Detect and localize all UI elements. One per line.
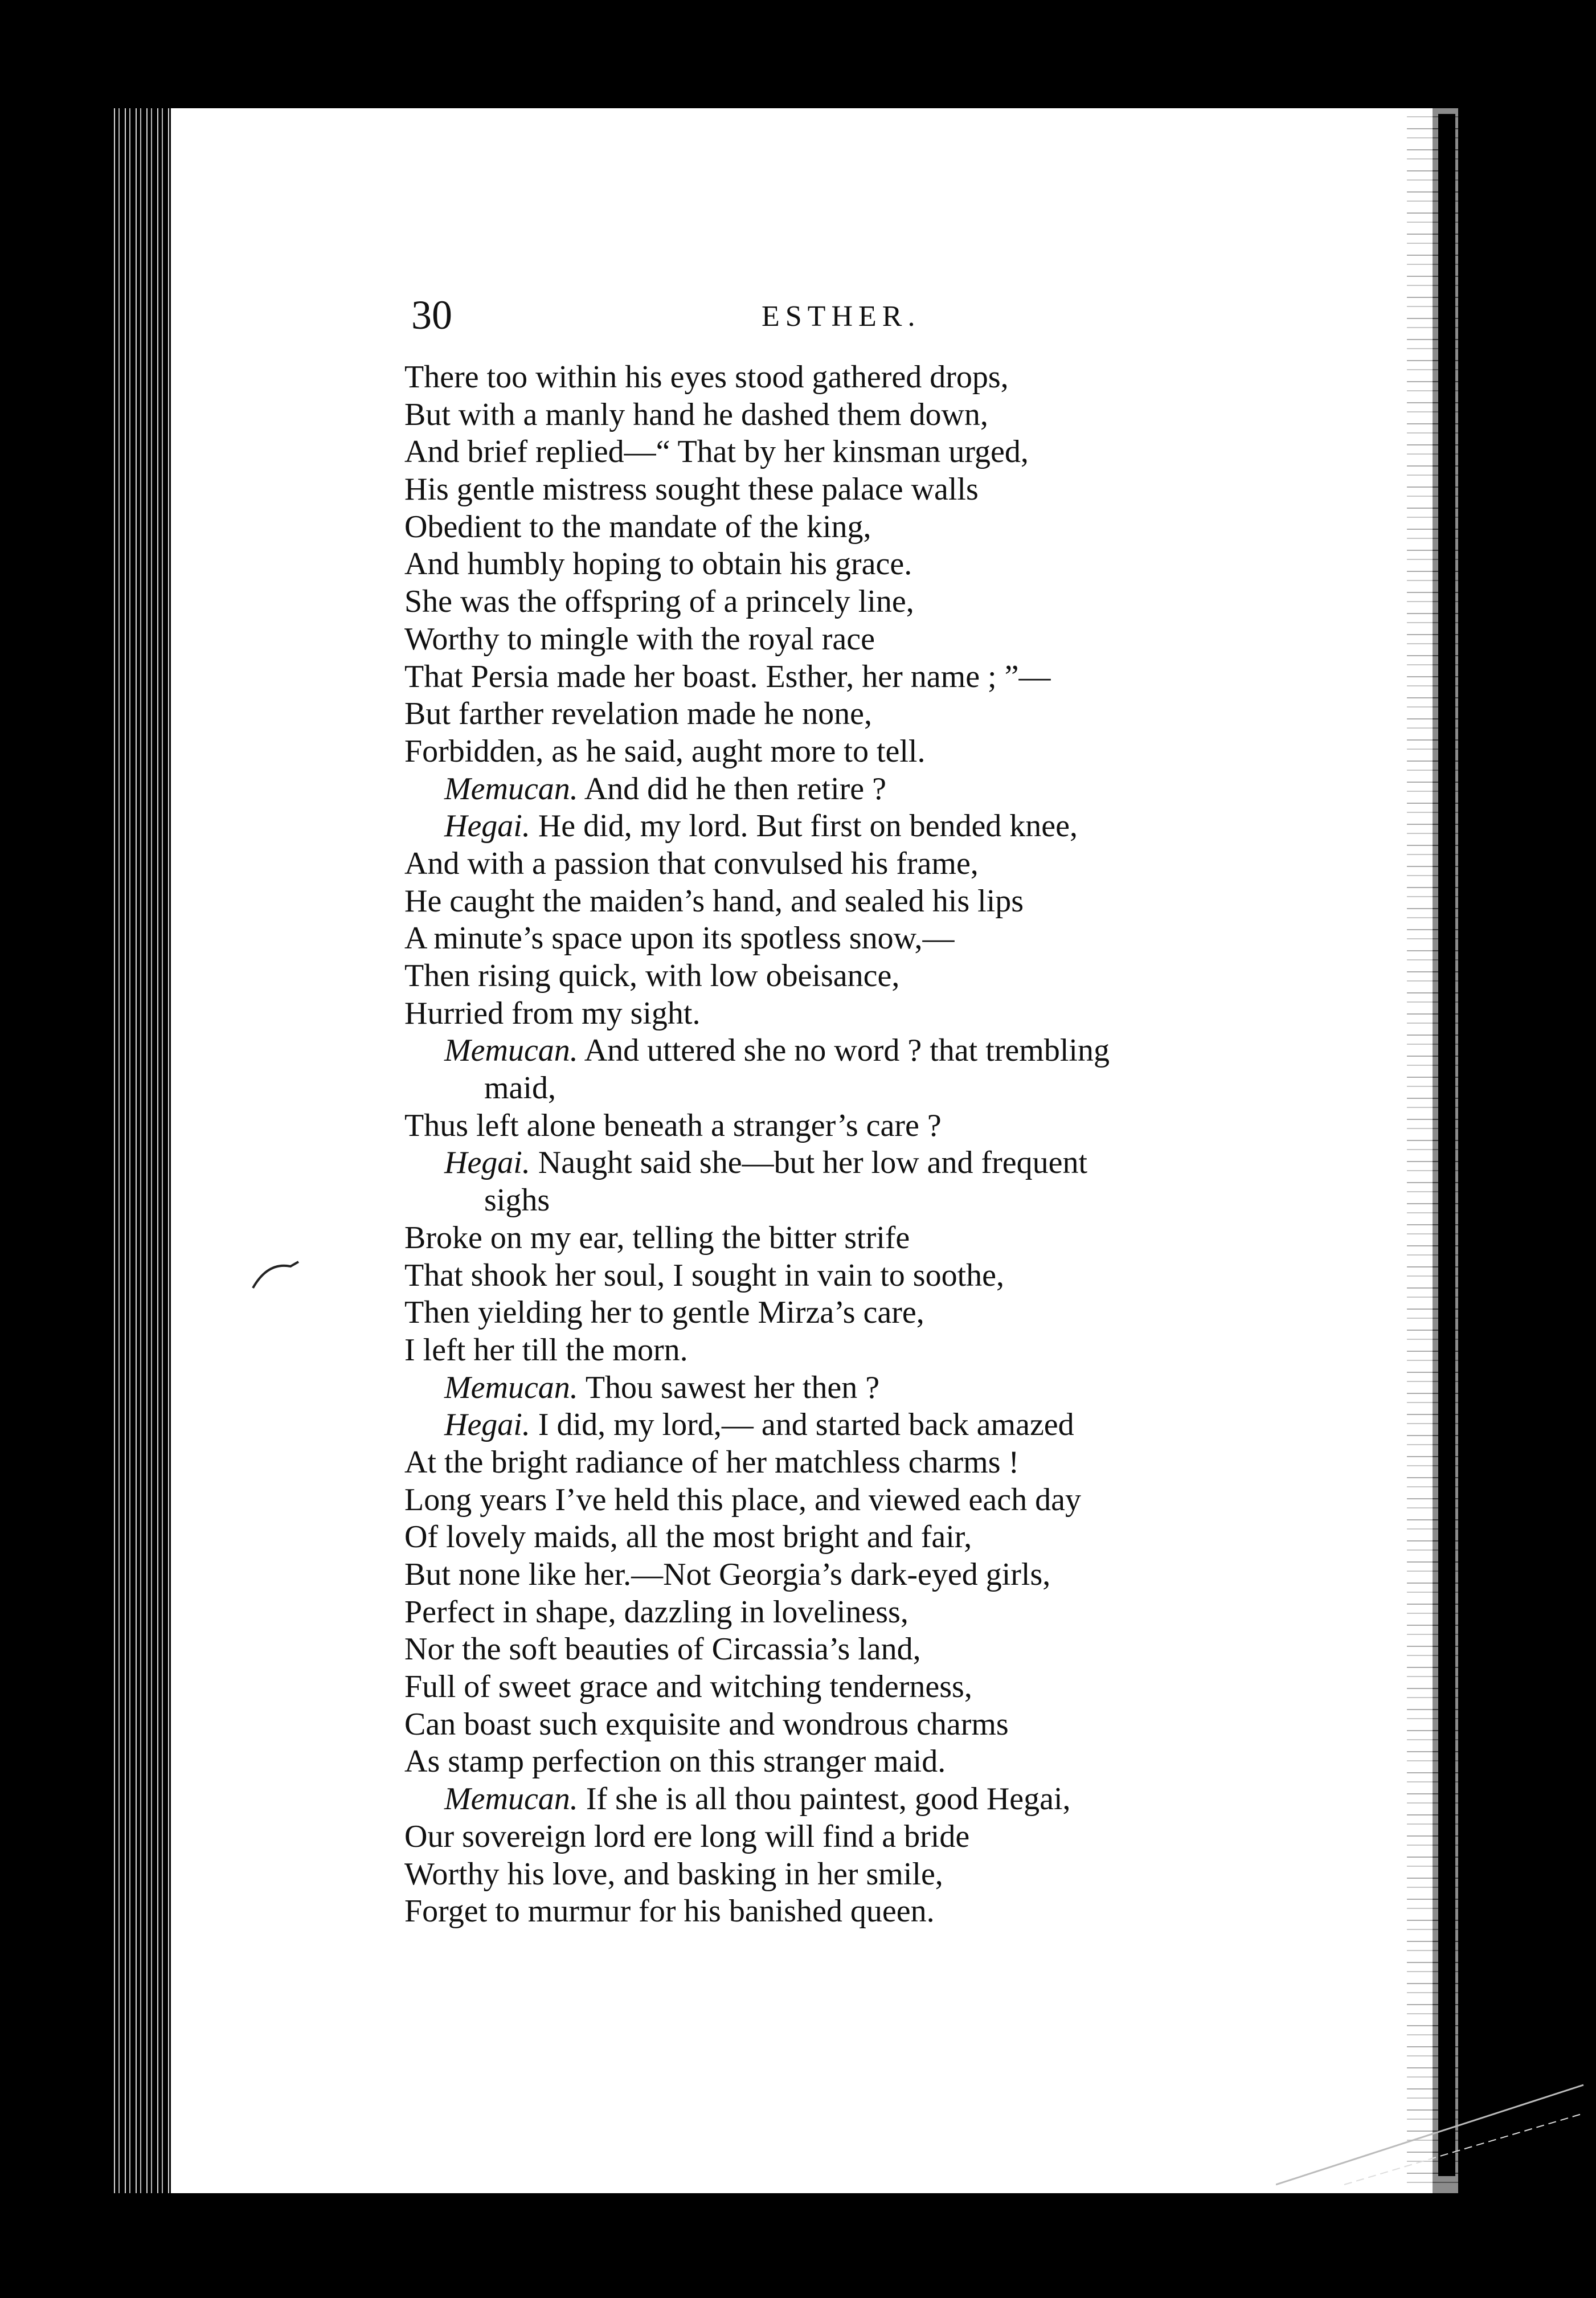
speech-text: And did he then retire ? [584,771,886,807]
text-line [404,1070,1373,1107]
text-line [404,696,1373,733]
page-corner-fold-mark [1276,2062,1595,2187]
text-line [404,1818,1373,1856]
line-text: That shook her soul, I sought in vain to soothe, [404,1257,1005,1293]
text-line [404,1182,1373,1220]
text-line [404,1669,1373,1706]
text-line [404,845,1373,883]
line-text: A minute’s space upon its spotless snow,— [404,921,955,956]
text-line [404,995,1373,1033]
text-line [404,359,1373,396]
text-line [404,733,1373,771]
book-edge-left [111,108,174,2193]
text-line [404,1220,1373,1257]
poem-text [404,359,1373,1931]
text-line [404,1594,1373,1632]
running-head [411,289,1237,341]
line-text: Then yielding her to gentle Mirza’s care, [404,1295,924,1331]
book-spine-right [1438,114,1455,2176]
line-text: Of lovely maids, all the most bright and fair, [404,1519,972,1555]
line-text: Forget to murmur for his banished queen. [404,1894,935,1929]
text-line [404,509,1373,546]
line-text: Worthy his love, and basking in her smile, [404,1856,943,1892]
page-number: 30 [411,292,452,338]
text-line [404,583,1373,621]
line-text: He caught the maiden’s hand, and sealed his lips [404,883,1024,919]
text-line [404,771,1373,808]
text-line [404,1406,1373,1444]
text-line [404,1257,1373,1295]
line-text: Full of sweet grace and witching tenderness, [404,1669,972,1705]
speech-text: I did, my lord,— and started back amazed [538,1407,1074,1443]
line-text: Can boast such exquisite and wondrous charms [404,1706,1009,1742]
line-text: Then rising quick, with low obeisance, [404,958,900,993]
text-line [404,920,1373,958]
speaker-name: Memucan. [444,1033,578,1069]
line-text: At the bright radiance of her matchless charms ! [404,1444,1020,1480]
speaker-name: Memucan. [444,1781,578,1817]
text-line [404,1294,1373,1332]
text-line [404,659,1373,696]
line-text: Nor the soft beauties of Circassia’s land, [404,1632,921,1667]
line-text: But farther revelation made he none, [404,696,872,732]
line-text: And brief replied—“ That by her kinsman urged, [404,434,1029,470]
text-line [404,1856,1373,1894]
line-text: Obedient to the mandate of the king, [404,509,871,545]
speaker-name: Hegai. [444,1407,530,1443]
text-line [404,396,1373,434]
text-line [404,1781,1373,1818]
speech-text: He did, my lord. But first on bended knee, [538,808,1078,844]
line-text: Worthy to mingle with the royal race [404,621,875,657]
line-text: sighs [484,1183,550,1218]
text-line [404,434,1373,471]
line-text: And with a passion that convulsed his frame, [404,845,979,881]
text-line [404,1631,1373,1669]
text-line [404,1144,1373,1182]
text-line [404,1107,1373,1145]
line-text: There too within his eyes stood gathered drops, [404,359,1009,395]
text-line [404,546,1373,583]
line-text: Thus left alone beneath a stranger’s care ? [404,1107,942,1143]
speaker-name: Hegai. [444,808,530,844]
line-text: Long years I’ve held this place, and viewed each day [404,1482,1081,1518]
line-text: Hurried from my sight. [404,995,701,1031]
line-text: maid, [484,1070,556,1106]
line-text: That Persia made her boast. Esther, her name ; ”— [404,659,1051,694]
page-heading: ESTHER. [762,300,921,333]
speaker-name: Hegai. [444,1145,530,1181]
speech-text: Thou sawest her then ? [585,1369,880,1405]
text-line [404,621,1373,659]
line-text: His gentle mistress sought these palace walls [404,472,979,508]
line-text: Our sovereign lord ere long will find a bride [404,1818,970,1854]
text-line [404,1743,1373,1781]
speech-text: And uttered she no word ? that trembling [584,1033,1110,1069]
line-text: And humbly hoping to obtain his grace. [404,546,912,582]
speech-text: Naught said she—but her low and frequent [538,1145,1088,1181]
line-text: But with a manly hand he dashed them down, [404,396,988,432]
text-line [404,1369,1373,1407]
line-text: Perfect in shape, dazzling in loveliness, [404,1594,909,1630]
text-line [404,1332,1373,1369]
speaker-name: Memucan. [444,1369,578,1405]
line-text: She was the offspring of a princely line, [404,584,914,620]
text-line [404,1444,1373,1482]
line-text: I left her till the morn. [404,1332,688,1368]
text-line [404,958,1373,995]
speech-text: If she is all thou paintest, good Hegai, [586,1781,1071,1817]
text-line [404,1706,1373,1744]
line-text: Broke on my ear, telling the bitter strife [404,1220,910,1256]
line-text: But none like her.—Not Georgia’s dark-eyed girls, [404,1557,1051,1592]
text-line [404,1893,1373,1931]
text-line [404,1519,1373,1556]
text-line [404,1482,1373,1519]
text-line [404,1032,1373,1070]
speaker-name: Memucan. [444,771,578,807]
line-text: Forbidden, as he said, aught more to tell. [404,733,926,769]
text-line [404,471,1373,509]
text-line [404,883,1373,921]
text-line [404,1556,1373,1594]
line-text: As stamp perfection on this stranger maid. [404,1744,946,1780]
text-line [404,808,1373,845]
stray-pen-mark [251,1256,302,1290]
